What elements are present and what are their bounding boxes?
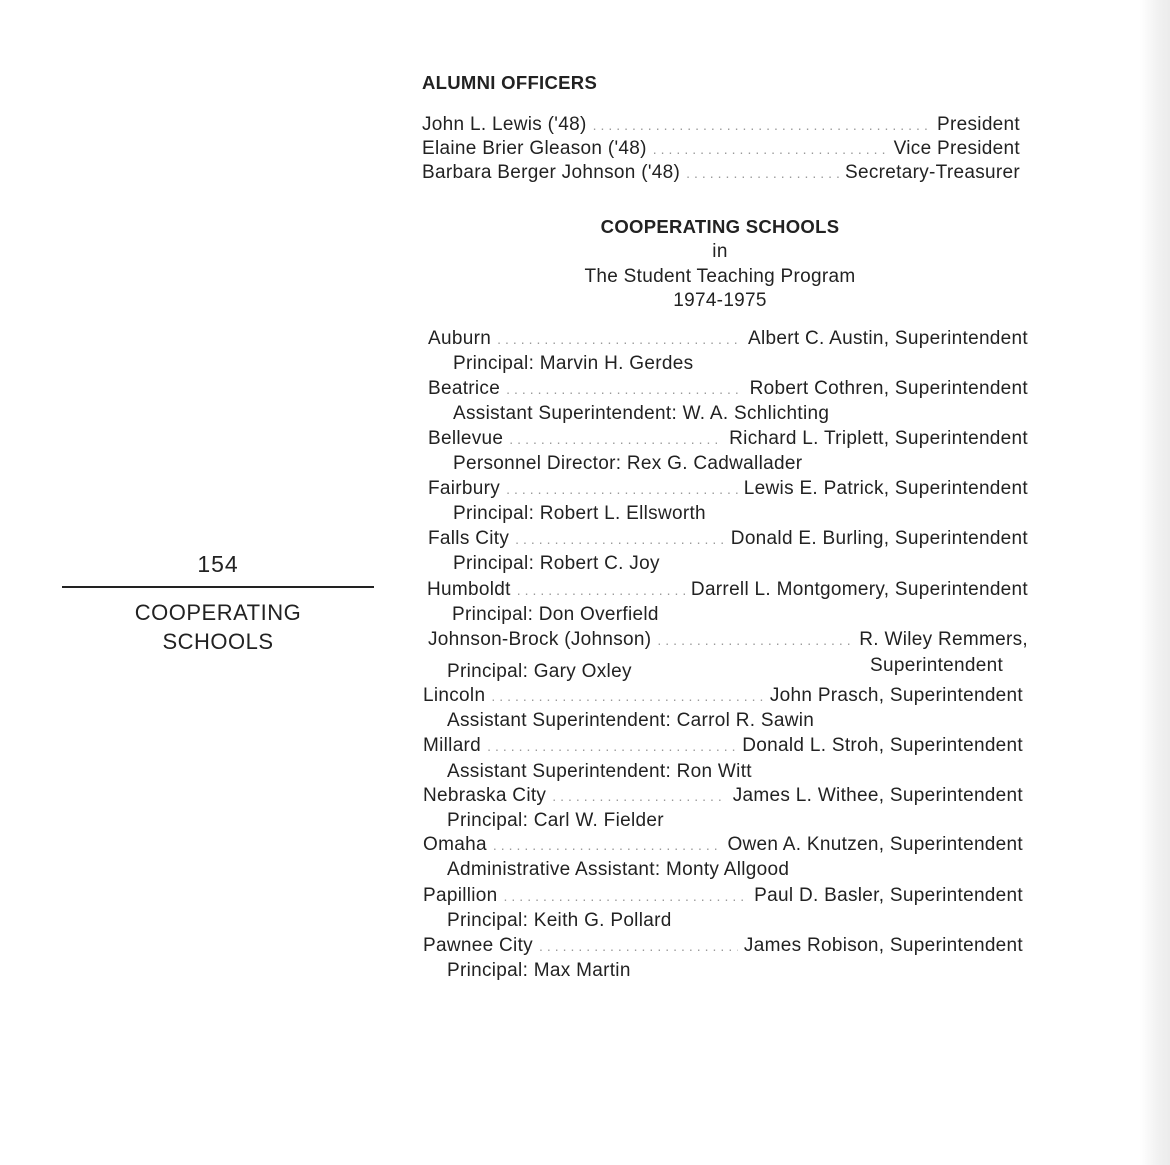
school-sub-officer: Principal: Keith G. Pollard bbox=[447, 910, 672, 931]
school-superintendent: Darrell L. Montgomery, Superintendent bbox=[690, 579, 1028, 600]
side-margin bbox=[62, 548, 374, 656]
school-row bbox=[428, 327, 1028, 351]
school-sub-officer: Principal: Max Martin bbox=[447, 960, 631, 981]
school-sub-officer: Principal: Robert C. Joy bbox=[453, 553, 660, 574]
dot-leader bbox=[493, 833, 722, 857]
dot-leader bbox=[491, 684, 764, 708]
dot-leader bbox=[506, 477, 738, 501]
school-sub-officer: Assistant Superintendent: Ron Witt bbox=[447, 761, 752, 782]
school-name: Auburn bbox=[428, 328, 492, 349]
school-superintendent: Lewis E. Patrick, Superintendent bbox=[743, 478, 1028, 499]
alumni-officers-heading: ALUMNI OFFICERS bbox=[422, 72, 598, 93]
dot-leader bbox=[487, 734, 736, 758]
school-row bbox=[428, 477, 1028, 501]
dot-leader bbox=[515, 527, 725, 551]
school-sub-officer: Principal: Robert L. Ellsworth bbox=[453, 503, 706, 524]
side-divider bbox=[62, 586, 374, 588]
officer-role: Vice President bbox=[893, 138, 1020, 159]
school-row bbox=[428, 427, 1028, 451]
school-row bbox=[428, 377, 1028, 401]
school-superintendent: Richard L. Triplett, Superintendent bbox=[729, 428, 1028, 449]
school-row bbox=[423, 934, 1023, 958]
school-superintendent: Donald E. Burling, Superintendent bbox=[730, 528, 1028, 549]
officer-row bbox=[422, 113, 1020, 137]
school-row bbox=[423, 884, 1023, 908]
officer-name: Elaine Brier Gleason ('48) bbox=[422, 138, 647, 159]
school-superintendent: Albert C. Austin, Superintendent bbox=[748, 328, 1028, 349]
school-name: Omaha bbox=[423, 834, 487, 855]
dot-leader bbox=[506, 377, 744, 401]
cooperating-schools-heading: COOPERATING SCHOOLS bbox=[600, 216, 840, 237]
school-name: Humboldt bbox=[427, 579, 511, 600]
officer-name: Barbara Berger Johnson ('48) bbox=[422, 162, 681, 183]
school-row bbox=[423, 833, 1023, 857]
school-superintendent: James Robison, Superintendent bbox=[743, 935, 1023, 956]
program-years: 1974-1975 bbox=[673, 290, 767, 311]
school-superintendent-continued: Superintendent bbox=[870, 655, 1004, 676]
dot-leader bbox=[497, 327, 742, 351]
school-name: Pawnee City bbox=[423, 935, 533, 956]
school-superintendent: James L. Withee, Superintendent bbox=[732, 785, 1023, 806]
school-name: Beatrice bbox=[428, 378, 501, 399]
officer-row bbox=[422, 137, 1020, 161]
school-sub-officer: Assistant Superintendent: W. A. Schlichting bbox=[453, 403, 830, 424]
heading-in: in bbox=[712, 241, 728, 262]
school-row bbox=[427, 578, 1028, 602]
officer-role: Secretary-Treasurer bbox=[845, 162, 1020, 183]
school-sub-officer: Principal: Don Overfield bbox=[452, 604, 659, 625]
school-superintendent: Donald L. Stroh, Superintendent bbox=[742, 735, 1023, 756]
program-title: The Student Teaching Program bbox=[584, 266, 856, 287]
school-row bbox=[423, 684, 1023, 708]
school-row bbox=[423, 734, 1023, 758]
school-sub-officer: Personnel Director: Rex G. Cadwallader bbox=[453, 453, 803, 474]
dot-leader bbox=[653, 137, 888, 161]
school-name: Papillion bbox=[423, 885, 498, 906]
side-title-line-2: SCHOOLS bbox=[162, 629, 274, 654]
school-name: Johnson-Brock (Johnson) bbox=[428, 629, 652, 650]
page-edge-shadow bbox=[1140, 0, 1170, 1165]
school-superintendent: John Prasch, Superintendent bbox=[769, 685, 1023, 706]
dot-leader bbox=[686, 161, 839, 185]
school-superintendent: Owen A. Knutzen, Superintendent bbox=[727, 834, 1023, 855]
school-row bbox=[423, 784, 1023, 808]
school-superintendent: Paul D. Basler, Superintendent bbox=[754, 885, 1023, 906]
school-row bbox=[428, 628, 1028, 652]
dot-leader bbox=[509, 427, 723, 451]
dot-leader bbox=[657, 628, 853, 652]
school-name: Nebraska City bbox=[423, 785, 547, 806]
school-superintendent: R. Wiley Remmers, bbox=[859, 629, 1028, 650]
dot-leader bbox=[539, 934, 738, 958]
school-name: Bellevue bbox=[428, 428, 504, 449]
school-name: Millard bbox=[423, 735, 482, 756]
school-superintendent: Robert Cothren, Superintendent bbox=[749, 378, 1028, 399]
dot-leader bbox=[504, 884, 749, 908]
page-number: 154 bbox=[197, 551, 239, 577]
school-row bbox=[428, 527, 1028, 551]
officer-name: John L. Lewis ('48) bbox=[422, 114, 587, 135]
school-name: Falls City bbox=[428, 528, 510, 549]
school-name: Lincoln bbox=[423, 685, 486, 706]
side-title-line-1: COOPERATING bbox=[134, 600, 302, 625]
officer-row bbox=[422, 161, 1020, 185]
school-name: Fairbury bbox=[428, 478, 501, 499]
school-sub-officer: Principal: Carl W. Fielder bbox=[447, 810, 664, 831]
dot-leader bbox=[593, 113, 931, 137]
school-sub-officer: Principal: Marvin H. Gerdes bbox=[453, 353, 694, 374]
dot-leader bbox=[517, 578, 685, 602]
school-sub-officer: Assistant Superintendent: Carrol R. Sawin bbox=[447, 710, 815, 731]
school-sub-officer: Administrative Assistant: Monty Allgood bbox=[447, 859, 790, 880]
dot-leader bbox=[552, 784, 727, 808]
school-sub-officer: Principal: Gary Oxley bbox=[447, 661, 632, 682]
officer-role: President bbox=[937, 114, 1020, 135]
